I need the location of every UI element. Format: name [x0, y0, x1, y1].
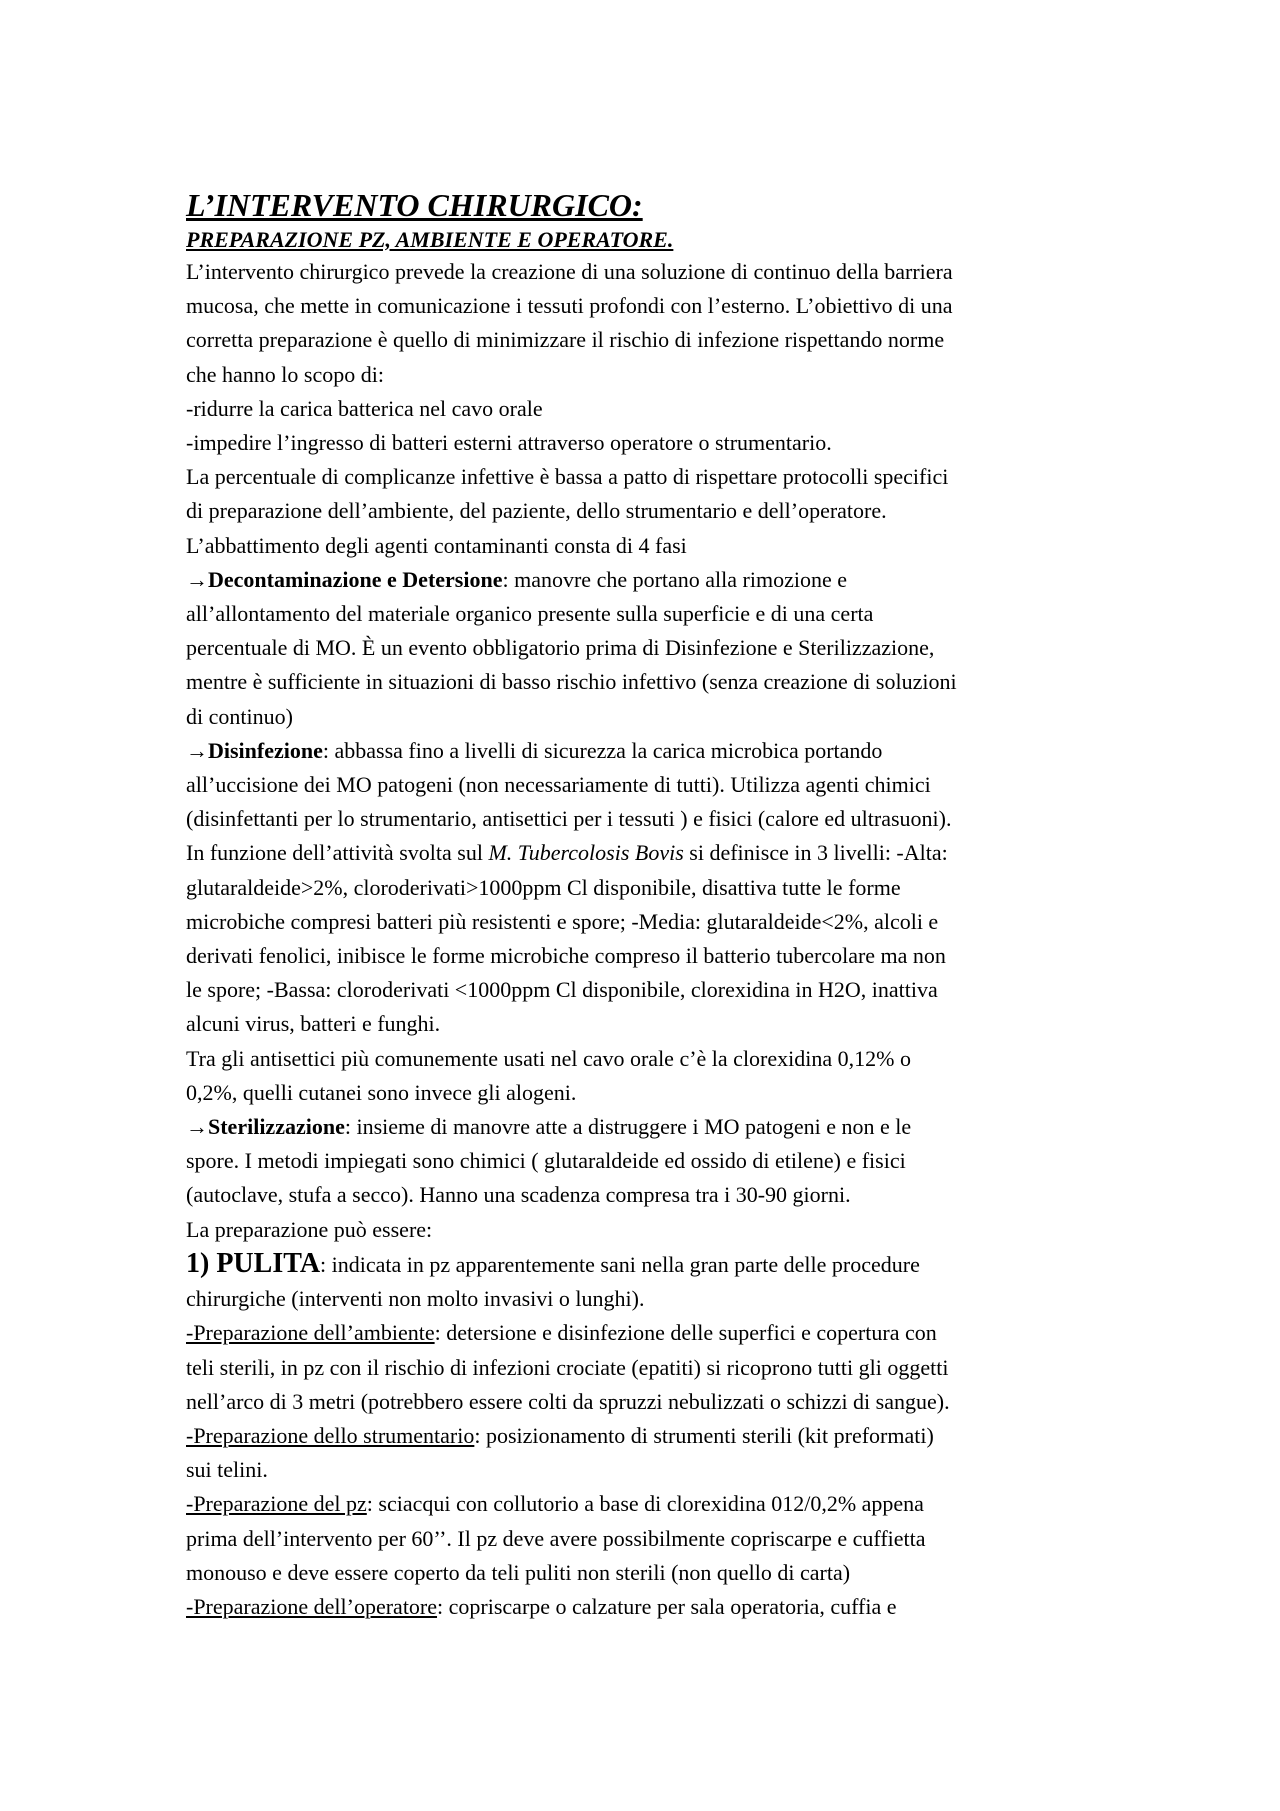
text-line: che hanno lo scopo di: — [186, 361, 384, 387]
intro-section — [186, 255, 1106, 563]
text-line: nell’arco di 3 metri (potrebbero essere colti da spruzzi nebulizzati o schizzi di sangue). — [186, 1388, 950, 1414]
section-text: : abbassa fino a livelli di sicurezza la carica microbica portando — [322, 737, 883, 763]
document-title: L’INTERVENTO CHIRURGICO: — [186, 187, 643, 223]
text-line: Tra gli antisettici più comunemente usati nel cavo orale c’è la clorexidina 0,12% o — [186, 1045, 911, 1071]
document-page — [186, 185, 1106, 1624]
text-line: mentre è sufficiente in situazioni di basso rischio infettivo (senza creazione di soluzioni — [186, 669, 957, 695]
text-line: microbiche compresi batteri più resistenti e spore; -Media: glutaraldeide<2%, alcoli e — [186, 908, 939, 934]
text-line: La preparazione può essere: — [186, 1216, 433, 1242]
arrow-icon: → — [186, 566, 208, 592]
text-line: (disinfettanti per lo strumentario, antisettici per i tessuti ) e fisici (calore ed ultrasuoni). — [186, 806, 952, 832]
text-line — [186, 1110, 1106, 1144]
text-line: L’intervento chirurgico prevede la creazione di una soluzione di continuo della barriera — [186, 259, 953, 284]
text-line — [186, 1487, 1106, 1521]
text-line: mucosa, che mette in comunicazione i tessuti profondi con l’esterno. L’obiettivo di una — [186, 293, 953, 319]
text-line: percentuale di MO. È un evento obbligatorio prima di Disinfezione e Sterilizzazione, — [186, 635, 935, 661]
text-line: all’allontamento del materiale organico presente sulla superficie e di una certa — [186, 601, 874, 627]
text-line: (autoclave, stufa a secco). Hanno una scadenza compresa tra i 30-90 giorni. — [186, 1182, 851, 1208]
section-text: : insieme di manovre atte a distruggere i MO patogeni e non e le — [344, 1114, 912, 1140]
text-line: -ridurre la carica batterica nel cavo orale — [186, 395, 543, 421]
section-text: : indicata in pz apparentemente sani nella gran parte delle procedure — [320, 1251, 920, 1277]
disinfezione-section — [186, 734, 1106, 1110]
preparazione-ambiente — [186, 1316, 1106, 1419]
text-line — [186, 836, 1106, 870]
section-text: : manovre che portano alla rimozione e — [502, 566, 848, 592]
text-line — [186, 563, 1106, 597]
text-line: prima dell’intervento per 60’’. Il pz deve avere possibilmente copriscarpe e cuffietta — [186, 1525, 926, 1551]
preparazione-operatore — [186, 1590, 1106, 1624]
text-line — [186, 734, 1106, 768]
text-line: chirurgiche (interventi non molto invasivi o lunghi). — [186, 1286, 645, 1312]
subsection-label: -Preparazione dell’operatore — [186, 1593, 438, 1619]
text-line: La percentuale di complicanze infettive è bassa a patto di rispettare protocolli specifici — [186, 464, 949, 490]
text-line: spore. I metodi impiegati sono chimici ( glutaraldeide ed ossido di etilene) e fisici — [186, 1148, 906, 1174]
section-text: : posizionamento di strumenti sterili (kit preformati) — [474, 1422, 934, 1448]
text-line — [186, 1316, 1106, 1350]
text-line: all’uccisione dei MO patogeni (non necessariamente di tutti). Utilizza agenti chimici — [186, 772, 931, 798]
text-line: di preparazione dell’ambiente, del paziente, dello strumentario e dell’operatore. — [186, 498, 887, 524]
text-line: alcuni virus, batteri e funghi. — [186, 1011, 441, 1037]
section-term: Disinfezione — [208, 737, 323, 763]
text-line: monouso e deve essere coperto da teli puliti non sterili (non quello di carta) — [186, 1559, 851, 1585]
section-text: si definisce in 3 livelli: -Alta: — [683, 840, 948, 866]
text-line: 0,2%, quelli cutanei sono invece gli alogeni. — [186, 1079, 577, 1105]
pulita-section — [186, 1247, 1106, 1316]
text-line: L’abbattimento degli agenti contaminanti consta di 4 fasi — [186, 532, 687, 558]
section-text: : copriscarpe o calzature per sala operatoria, cuffia e — [437, 1593, 897, 1619]
section-term: Decontaminazione e Detersione — [208, 566, 503, 592]
section-heading: 1) PULITA — [186, 1247, 321, 1279]
text-line: derivati fenolici, inibisce le forme microbiche compreso il batterio tubercolare ma non — [186, 943, 946, 969]
text-line: sui telini. — [186, 1457, 268, 1483]
species-name: M. Tubercolosis Bovis — [488, 840, 684, 866]
preparazione-strumentario — [186, 1419, 1106, 1487]
decontaminazione-section — [186, 563, 1106, 734]
arrow-icon: → — [186, 1114, 208, 1140]
text-line — [186, 1247, 1106, 1282]
subsection-label: -Preparazione dell’ambiente — [186, 1320, 435, 1346]
section-text: : sciacqui con collutorio a base di clorexidina 012/0,2% appena — [366, 1491, 924, 1517]
arrow-icon: → — [186, 737, 208, 763]
section-term: Sterilizzazione — [208, 1114, 345, 1140]
document-subtitle: PREPARAZIONE PZ, AMBIENTE E OPERATORE. — [186, 227, 674, 252]
text-line: corretta preparazione è quello di minimizzare il rischio di infezione rispettando norme — [186, 327, 945, 353]
text-line — [186, 1590, 1106, 1624]
text-line: teli sterili, in pz con il rischio di infezioni crociate (epatiti) si ricoprono tutti gli oggetti — [186, 1354, 949, 1380]
sterilizzazione-section — [186, 1110, 1106, 1247]
text-line: di continuo) — [186, 703, 293, 729]
preparazione-pz — [186, 1487, 1106, 1590]
text-line: le spore; -Bassa: cloroderivati <1000ppm Cl disponibile, clorexidina in H2O, inattiva — [186, 977, 938, 1003]
section-text: : detersione e disinfezione delle superfici e copertura con — [434, 1320, 937, 1346]
text-line: -impedire l’ingresso di batteri esterni attraverso operatore o strumentario. — [186, 430, 832, 456]
section-text: In funzione dell’attività svolta sul — [186, 840, 489, 866]
subsection-label: -Preparazione dello strumentario — [186, 1422, 475, 1448]
text-line: glutaraldeide>2%, cloroderivati>1000ppm Cl disponibile, disattiva tutte le forme — [186, 874, 901, 900]
text-line — [186, 1419, 1106, 1453]
subsection-label: -Preparazione del pz — [186, 1491, 367, 1517]
